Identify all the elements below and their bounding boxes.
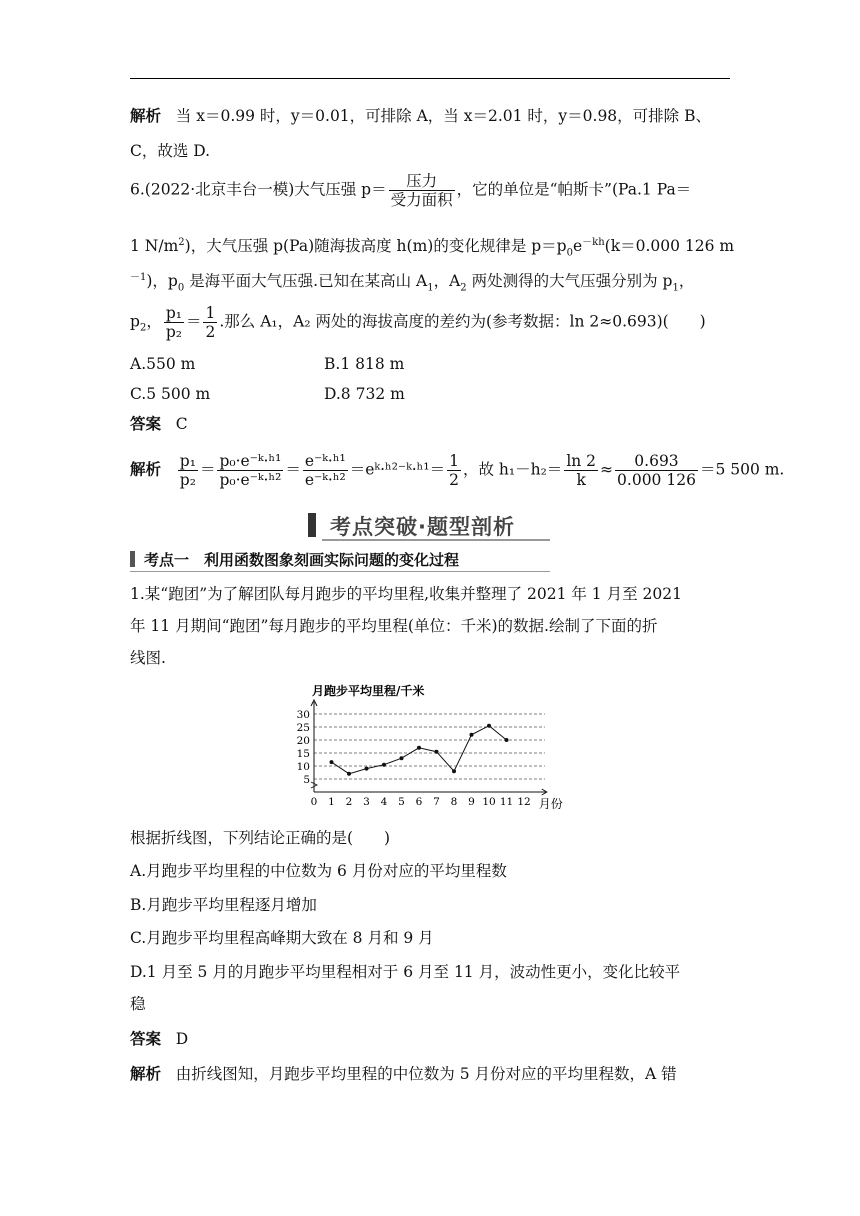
x-tick-label: 2 (345, 796, 353, 808)
question-6-line4: $p_2$， $\frac{\text{p₁}}{\text{p₂}}$ ＝ $\frac{1}{2}$ .那么 A₁，A₂ 两处的海拔高度的差约为(参考数据：ln 2≈0.693)( ) (130, 304, 706, 341)
y-tick-label: 5 (303, 774, 310, 786)
solution-5-line1 (130, 106, 711, 126)
data-point (417, 746, 421, 750)
fraction-p1-p2: $\frac{\text{p₁}}{\text{p₂}}$ (165, 304, 182, 341)
data-point (452, 769, 456, 773)
line-chart (292, 684, 592, 812)
data-point (470, 733, 474, 737)
data-point (487, 724, 491, 728)
question-6-line3: $^{-1}$)，$p_0$ 是海平面大气压强.已知在某高山 $A_1$，$A_2$ 两处测得的大气压强分别为 $p_1$， (130, 272, 695, 294)
x-tick-label: 1 (328, 796, 335, 808)
answer-1: 答案 D (130, 1030, 189, 1048)
x-tick-label: 8 (450, 796, 458, 808)
solution-1: 解析 由折线图知，月跑步平均里程的中位数为 5 月份对应的平均里程数，A 错 (130, 1065, 677, 1083)
solution-5-line2: C，故选 D. (130, 142, 211, 160)
y-tick-label: 15 (296, 748, 310, 760)
x-tick-label: 7 (433, 796, 440, 808)
x-tick-label: 0 (310, 796, 318, 808)
y-tick-label: 20 (296, 735, 310, 747)
fraction-pressure: $\frac{\text{压力}}{\text{受力面积}}$ (390, 172, 453, 209)
data-point (347, 772, 351, 776)
solution-text: 当 x＝0.99 时，y＝0.01，可排除 A，当 x＝2.01 时，y＝0.98，可排除 B、 (175, 107, 711, 125)
option-d: D.8 732 m (324, 385, 405, 403)
option-b-1: B.月跑步平均里程逐月增加 (130, 896, 317, 914)
x-tick-label: 11 (499, 796, 514, 808)
question-1-stem: 根据折线图，下列结论正确的是( ) (130, 829, 391, 847)
solution-label: 解析 (130, 107, 162, 125)
data-point (365, 767, 369, 771)
data-point (382, 763, 386, 767)
question-1-line1: 1.某“跑团”为了解团队每月跑步的平均里程,收集并整理了 2021 年 1 月至 2021 (130, 585, 682, 603)
data-point (435, 750, 439, 754)
option-b: B.1 818 m (324, 355, 405, 373)
y-tick-label: 30 (296, 709, 310, 721)
option-c: C.5 500 m (130, 385, 211, 403)
x-tick-label: 4 (380, 796, 388, 808)
top-rule (130, 78, 730, 79)
x-tick-label: 12 (517, 796, 531, 808)
data-point (505, 738, 509, 742)
option-d-1-cont: 稳 (130, 995, 146, 1013)
x-axis-label: 月份 (538, 797, 563, 811)
answer-6: 答案 C (130, 415, 188, 433)
question-1-line3: 线图. (130, 649, 166, 667)
y-axis-label: 月跑步平均里程/千米 (312, 684, 425, 698)
x-tick-label: 3 (363, 796, 370, 808)
section-banner: 考点突破·题型剖析 (308, 511, 548, 541)
x-tick-label: 10 (482, 796, 496, 808)
fraction-half: $\frac{1}{2}$ (205, 304, 216, 341)
question-1-line2: 年 11 月期间“跑团”每月跑步的平均里程(单位：千米)的数据.绘制了下面的折 (130, 617, 658, 635)
data-point (400, 756, 404, 760)
x-tick-label: 5 (398, 796, 405, 808)
question-6-line2: 1 $N/m^2$)，大气压强 p(Pa)随海拔高度 h(m)的变化规律是 $p=p_0e^{-kh}(k=0.000$ 126 m (130, 237, 735, 259)
option-a: A.550 m (130, 355, 196, 373)
solution-6: 解析 $\frac{\text{p₁}}{\text{p₂}}$ ＝ $\frac{\text{p₀·e⁻ᵏ·ʰ¹}}{\text{p₀·e⁻ᵏ·ʰ²}}$ ＝ $\frac{\text{e⁻ᵏ·ʰ¹}}{\text{e⁻ᵏ·ʰ²}}$ ＝eᵏ·ʰ²⁻ᵏ·ʰ¹＝ $\frac{1}{2}$ ，故 h₁－h₂＝ $\frac{\ln 2}{k}$ ≈ $\frac{0.693}{0.000 126}$ ＝5 500 m. (130, 452, 785, 489)
y-tick-label: 10 (296, 761, 310, 773)
data-point (330, 760, 334, 764)
kaodian-heading: 考点一 利用函数图象刻画实际问题的变化过程 (130, 549, 550, 569)
x-tick-label: 6 (415, 796, 423, 808)
y-tick-label: 25 (296, 722, 310, 734)
option-c-1: C.月跑步平均里程高峰期大致在 8 月和 9 月 (130, 929, 434, 947)
option-d-1: D.1 月至 5 月的月跑步平均里程相对于 6 月至 11 月，波动性更小，变化比较平 (130, 963, 681, 981)
question-6-line1: 6.(2022·北京丰台一模)大气压强 p＝ $\frac{\text{压力}}{\text{受力面积}}$ ，它的单位是“帕斯卡”(Pa.1 Pa＝ (130, 172, 692, 209)
option-a-1: A.月跑步平均里程的中位数为 6 月份对应的平均里程数 (130, 862, 507, 880)
x-tick-label: 9 (468, 796, 475, 808)
